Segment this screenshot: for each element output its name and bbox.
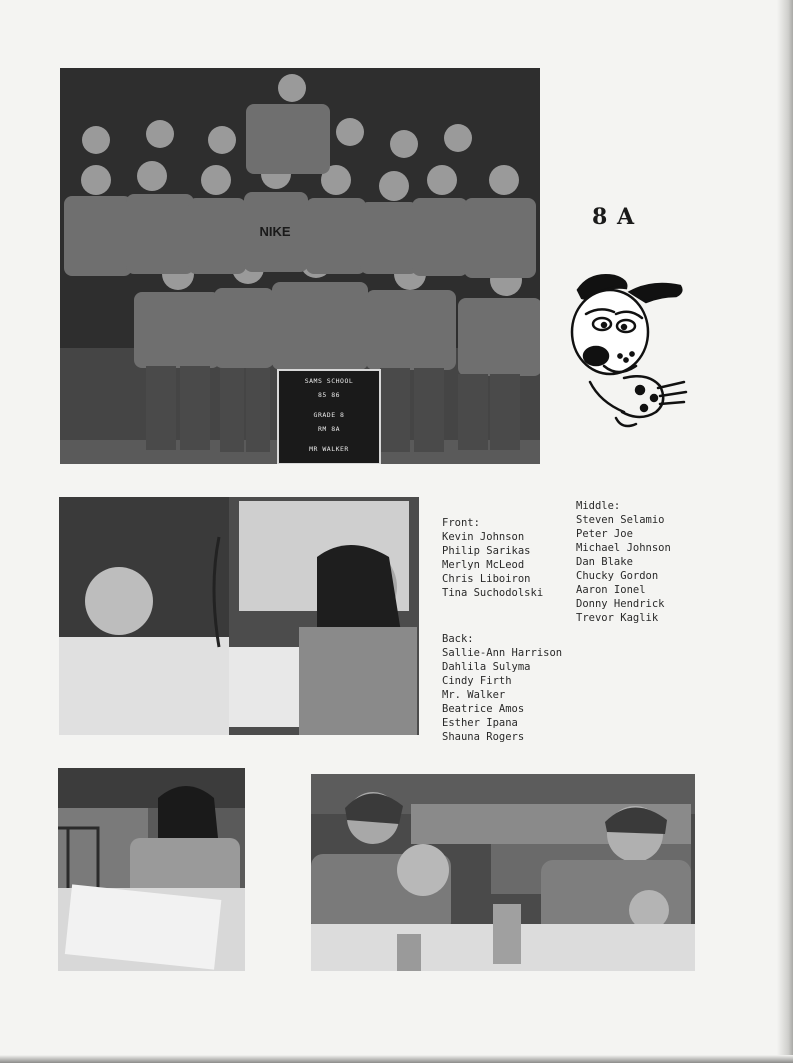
cartoon-dog-icon: [560, 262, 690, 436]
front-row-names: [442, 516, 543, 600]
list-item: Aaron Ionel: [576, 584, 646, 596]
list-item: Dan Blake: [576, 556, 633, 568]
boys-with-globes-photo: [311, 774, 695, 971]
list-item: Chris Liboiron: [442, 573, 531, 585]
sign-room: RM 8A: [317, 425, 341, 433]
sign-school: SAMS SCHOOL: [304, 377, 354, 385]
class-label: 8 A: [592, 204, 636, 230]
sign-teacher: MR WALKER: [309, 445, 349, 453]
back-heading: Back:: [442, 633, 474, 645]
list-item: Shauna Rogers: [442, 731, 525, 743]
middle-row-names: [576, 499, 671, 625]
front-heading: Front:: [442, 517, 480, 529]
list-item: Mr. Walker: [442, 689, 506, 701]
list-item: Sallie-Ann Harrison: [442, 647, 563, 659]
list-item: Steven Selamio: [576, 514, 665, 526]
list-item: Philip Sarikas: [442, 545, 531, 557]
page-bottom-shadow: [0, 1055, 793, 1063]
middle-heading: Middle:: [576, 500, 621, 512]
list-item: Michael Johnson: [576, 542, 671, 554]
list-item: Trevor Kaglik: [576, 612, 659, 624]
nike-shirt-text: NIKE: [259, 224, 291, 239]
list-item: Cindy Firth: [442, 675, 512, 687]
page-edge-shadow: [777, 0, 793, 1063]
list-item: Merlyn McLeod: [442, 559, 525, 571]
list-item: Donny Hendrick: [576, 598, 665, 610]
list-item: Chucky Gordon: [576, 570, 659, 582]
back-row-names: [442, 632, 562, 744]
list-item: Dahlila Sulyma: [442, 661, 531, 673]
sign-grade: GRADE 8: [313, 411, 345, 419]
class-sign: [280, 374, 378, 456]
list-item: Peter Joe: [576, 528, 633, 540]
list-item: Kevin Johnson: [442, 531, 525, 543]
sign-year: 85 86: [317, 391, 341, 399]
list-item: Tina Suchodolski: [442, 587, 544, 599]
list-item: Esther Ipana: [442, 717, 518, 729]
girl-at-desk-photo: [58, 768, 245, 971]
girls-at-sink-photo: [59, 497, 419, 735]
class-group-photo: [60, 68, 540, 464]
list-item: Beatrice Amos: [442, 703, 525, 715]
